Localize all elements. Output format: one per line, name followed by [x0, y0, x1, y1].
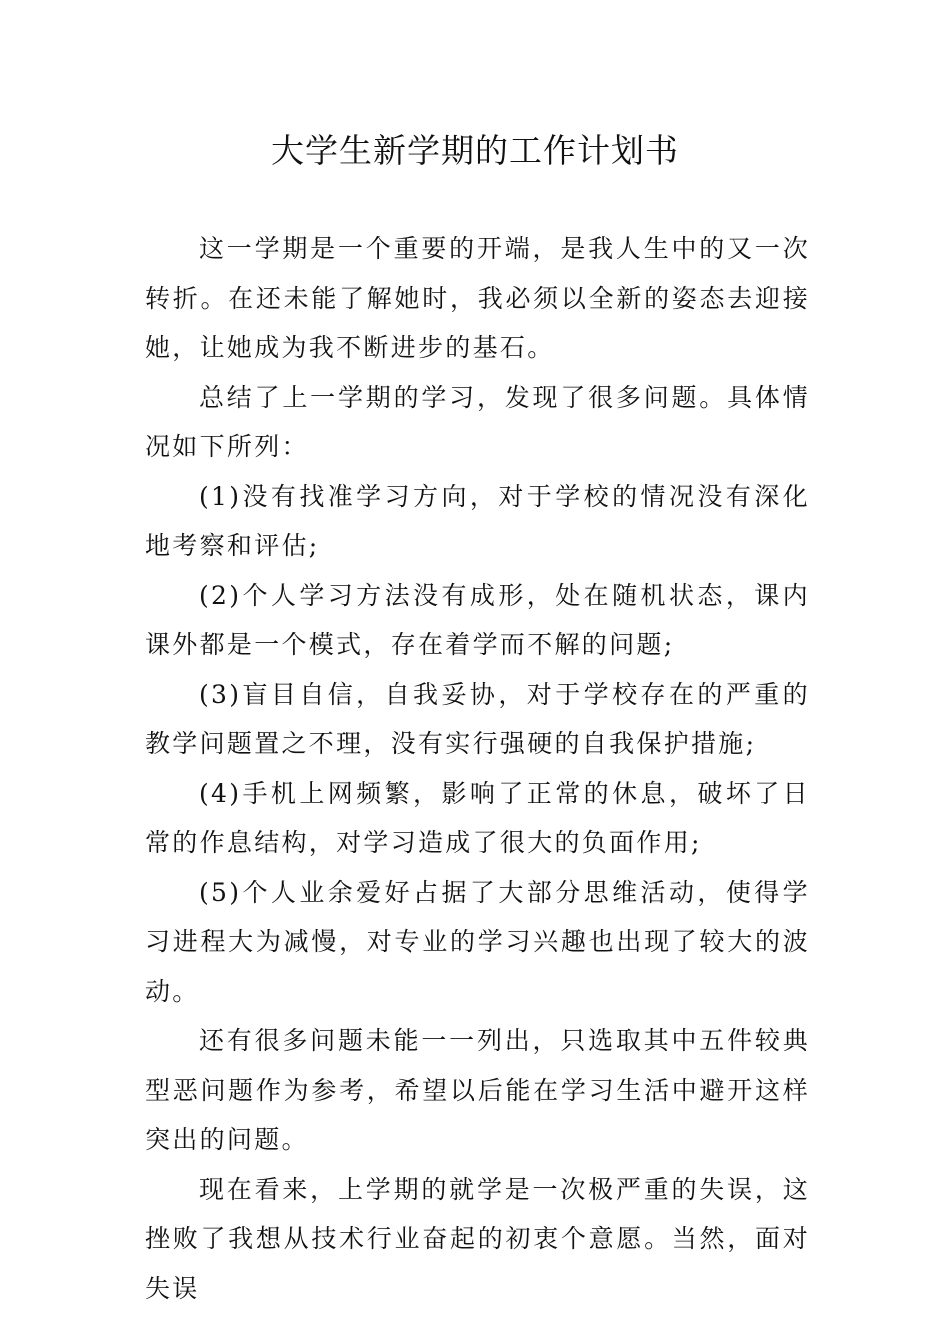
paragraph-item-1: (1)没有找准学习方向，对于学校的情况没有深化地考察和评估; — [145, 481, 810, 560]
paragraph-more-issues: 还有很多问题未能一一列出，只选取其中五件较典型恶问题作为参考，希望以后能在学习生活中避开这样突出的问题。 — [145, 1026, 810, 1154]
document-body — [145, 224, 810, 1313]
paragraph-item-2: (2)个人学习方法没有成形，处在随机状态，课内课外都是一个模式，存在着学而不解的问题; — [145, 580, 810, 659]
paragraph-intro: 这一学期是一个重要的开端，是我人生中的又一次转折。在还未能了解她时，我必须以全新的姿态去迎接她，让她成为我不断进步的基石。 — [145, 234, 810, 362]
paragraph-item-4: (4)手机上网频繁，影响了正常的休息，破坏了日常的作息结构，对学习造成了很大的负面作用; — [145, 778, 810, 857]
paragraph-item-5: (5)个人业余爱好占据了大部分思维活动，使得学习进程大为减慢，对专业的学习兴趣也出现了较大的波动。 — [145, 877, 810, 1006]
paragraph-summary: 总结了上一学期的学习，发现了很多问题。具体情况如下所列： — [145, 382, 810, 461]
paragraph-item-3: (3)盲目自信，自我妥协，对于学校存在的严重的教学问题置之不理，没有实行强硬的自我保护措施; — [145, 679, 810, 758]
document-title: 大学生新学期的工作计划书 — [271, 131, 679, 170]
paragraph-reflection: 现在看来，上学期的就学是一次极严重的失误，这挫败了我想从技术行业奋起的初衷个意愿。当然，面对失误 — [145, 1174, 810, 1303]
